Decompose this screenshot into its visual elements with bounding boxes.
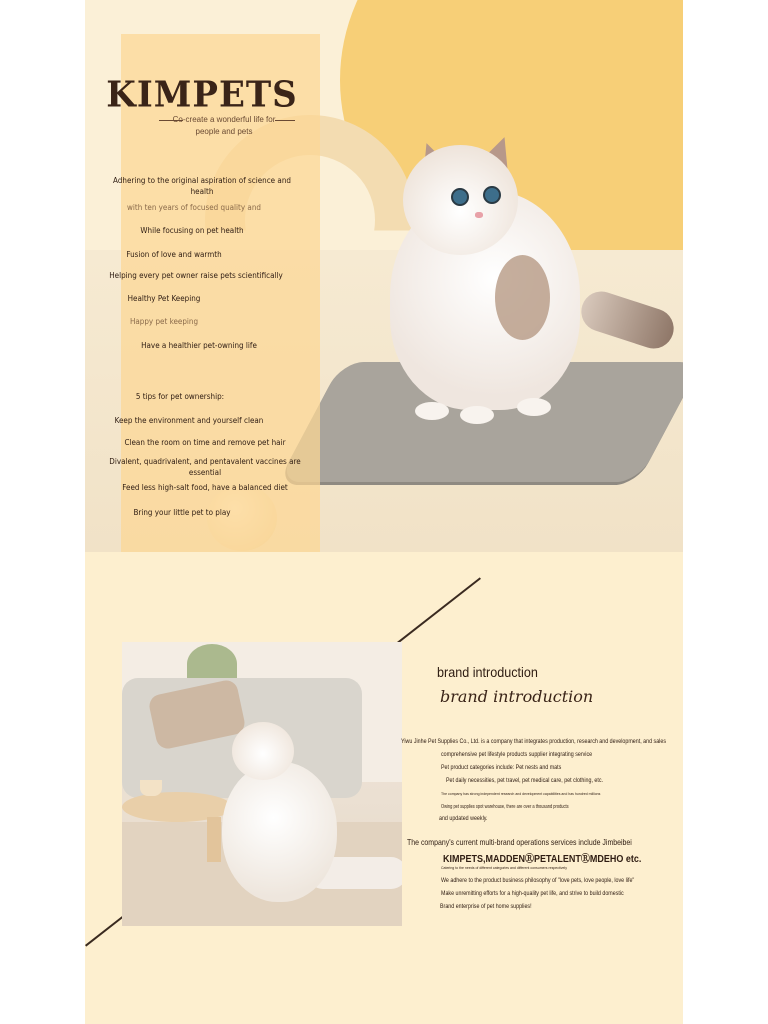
diagonal-line-top <box>397 577 481 643</box>
section-script-title: brand introduction <box>440 687 594 706</box>
brand-line: Owing pet supplies spot warehouse, there are over a thousand products <box>441 804 569 810</box>
cat-paw-back <box>517 398 551 416</box>
page-canvas <box>85 0 683 1024</box>
tagline <box>135 114 313 138</box>
hero-line: health <box>190 187 214 196</box>
brand-line: Pet daily necessities, pet travel, pet medical care, pet clothing, etc. <box>446 777 604 784</box>
brand-line: and updated weekly. <box>439 815 488 822</box>
brand-line: We adhere to the product business philosophy of "love pets, love people, love life" <box>441 877 635 884</box>
tip-item: Keep the environment and yourself clean <box>114 416 264 425</box>
cat-eye-left <box>451 188 469 206</box>
cat-eye-right <box>483 186 501 204</box>
hero-line: Fusion of love and warmth <box>126 250 222 259</box>
hero-line: Helping every pet owner raise pets scientifically <box>109 271 283 280</box>
cat-paw-right <box>460 406 494 424</box>
brand-section <box>85 552 683 1024</box>
tip-item: essential <box>188 468 222 477</box>
brand-line: Make unremitting efforts for a high-quality pet life, and strive to build domestic <box>441 890 624 897</box>
brand-line: comprehensive pet lifestyle products supplier integrating service <box>441 751 593 758</box>
white-cat-head <box>232 722 294 780</box>
brand-logo: KIMPETS <box>106 74 298 116</box>
hero-section <box>85 0 683 552</box>
tagline-line-1: Co-create a wonderful life for <box>172 115 276 124</box>
brand-line: The company's current multi-brand operations services include Jimbeibei <box>407 837 632 847</box>
brand-line: Brand enterprise of pet home supplies! <box>440 903 532 910</box>
diagonal-line-bottom <box>85 914 125 946</box>
hero-line: Healthy Pet Keeping <box>127 294 201 303</box>
tea-cup <box>140 780 162 796</box>
cat-nose <box>475 212 483 218</box>
hero-line: Adhering to the original aspiration of science and <box>113 176 291 185</box>
tip-item: Clean the room on time and remove pet hair <box>124 438 286 447</box>
brand-line: Catering to the needs of different categories and different consumers respectively <box>441 866 567 870</box>
hero-line: Have a healthier pet-owning life <box>141 341 257 350</box>
white-cat <box>222 762 337 902</box>
tip-item: Divalent, quadrivalent, and pentavalent vaccines are <box>109 457 301 466</box>
cat-fur-patch <box>495 255 550 340</box>
living-room-cat-photo <box>122 642 402 926</box>
brand-names: KIMPETS,MADDENⓇPETALENTⓇMDEHO etc. <box>443 854 642 865</box>
section-title: brand introduction <box>437 664 538 680</box>
brand-line: Pet product categories include: Pet nests and mats <box>441 764 562 771</box>
hero-line: with ten years of focused quality and <box>127 203 261 212</box>
hero-line: While focusing on pet health <box>140 226 244 235</box>
brand-line: The company has strong independent research and development capabilities and has hundred millions <box>441 792 601 796</box>
tips-title: 5 tips for pet ownership: <box>135 392 225 401</box>
brand-line: Yiwu Jinhe Pet Supplies Co., Ltd. is a company that integrates production, research and development, and sales <box>401 738 666 745</box>
table-leg <box>207 817 221 862</box>
tip-item: Feed less high-salt food, have a balanced diet <box>122 483 288 492</box>
hero-line: Happy pet keeping <box>129 317 199 326</box>
tagline-line-2: people and pets <box>195 127 253 136</box>
tip-item: Bring your little pet to play <box>133 508 231 517</box>
cat-paw-left <box>415 402 449 420</box>
